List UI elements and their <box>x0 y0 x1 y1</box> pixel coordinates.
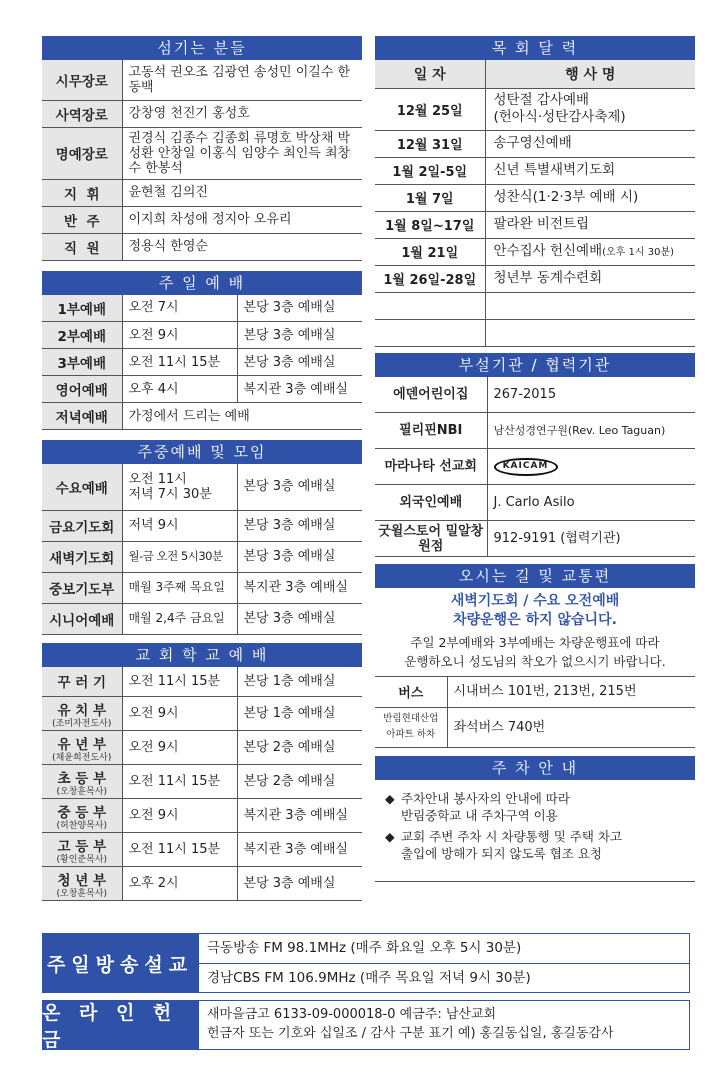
calendar-date: 1월 26일-28일 <box>375 265 485 292</box>
worship-label: 수요예배 <box>42 464 122 510</box>
school-dept-label <box>42 799 122 833</box>
dept-name: 청 년 부 <box>57 872 107 889</box>
calendar-date: 1월 2일-5일 <box>375 157 485 184</box>
worship-evening: 가정에서 드리는 예배 <box>122 403 362 430</box>
dept-name: 초 등 부 <box>57 770 107 787</box>
bus-table <box>375 677 695 748</box>
calendar-empty-event <box>485 292 695 319</box>
calendar-event <box>485 88 695 130</box>
calendar-date: 1월 21일 <box>375 238 485 265</box>
calendar-event: 송구영신예배 <box>485 130 695 157</box>
institution-label: 굿윌스토어 밀알창원점 <box>375 521 487 557</box>
dept-pastor: (조미자전도사) <box>52 718 112 729</box>
parking-item <box>385 828 687 862</box>
staff-value: 윤현철 김의진 <box>122 179 362 206</box>
calendar-event: 성찬식(1·2·3부 예배 시) <box>485 184 695 211</box>
dept-name: 유 치 부 <box>57 702 107 719</box>
weekday-title: 주중예배 및 모임 <box>42 440 362 464</box>
worship-time: 오전 11시 15분 <box>122 667 237 697</box>
calendar-empty-event <box>485 319 695 346</box>
worship-time: 오후 2시 <box>122 867 237 901</box>
directions-highlight-1: 새벽기도회 / 수요 오전예배 <box>450 593 620 609</box>
broadcast-box <box>42 933 690 993</box>
worship-time: 오전 7시 <box>122 295 237 322</box>
parking-line: 주차안내 봉사자의 안내에 따라 <box>401 790 570 806</box>
directions-highlight-2: 차량운행은 하지 않습니다. <box>453 612 617 628</box>
wed-time-2: 저녁 7시 30분 <box>128 486 212 502</box>
staff-value: 권경식 김종수 김종회 류명호 박상채 박성환 안창일 이홍식 임양수 최인득 최창수 한봉석 <box>122 127 362 179</box>
staff-value: 강창영 천진기 홍성호 <box>122 100 362 127</box>
dept-name: 유 년 부 <box>57 736 107 753</box>
calendar-date: 12월 25일 <box>375 88 485 130</box>
dept-name: 꾸 러 기 <box>57 675 107 692</box>
worship-place: 본당 3층 예배실 <box>237 295 362 322</box>
broadcast-line-1: 극동방송 FM 98.1MHz (매주 화요일 오후 5시 30분) <box>207 940 522 956</box>
dept-pastor: (채윤희전도사) <box>52 752 112 763</box>
worship-label: 2부예배 <box>42 322 122 349</box>
calendar-empty-date <box>375 319 485 346</box>
worship-place: 본당 3층 예배실 <box>237 322 362 349</box>
worship-place: 본당 3층 예배실 <box>237 541 362 572</box>
parking-title: 주 차 안 내 <box>375 756 695 780</box>
broadcast-label: 주일방송설교 <box>42 933 198 993</box>
school-dept-label <box>42 697 122 731</box>
school-dept-label <box>42 667 122 697</box>
institution-label: 외국인예배 <box>375 485 487 521</box>
staff-value: 정용식 한영순 <box>122 233 362 260</box>
worship-place: 본당 3층 예배실 <box>237 867 362 901</box>
calendar-title: 목 회 달 력 <box>375 36 695 60</box>
calendar-date: 1월 7일 <box>375 184 485 211</box>
worship-place: 복지관 3층 예배실 <box>237 376 362 403</box>
parking-item <box>385 790 687 824</box>
staff-title: 섬기는 분들 <box>42 36 362 60</box>
bus-stop-1: 반림현대산업 <box>383 713 439 724</box>
bus-line-1: 시내버스 101번, 213번, 215번 <box>447 677 695 707</box>
calendar-event: 청년부 동계수련회 <box>485 265 695 292</box>
worship-time: 매월 2,4주 금요일 <box>122 603 237 634</box>
staff-label: 사역장로 <box>42 100 122 127</box>
bus-line-2: 좌석버스 740번 <box>447 707 695 747</box>
worship-place: 본당 2층 예배실 <box>237 765 362 799</box>
calendar-head-event: 행 사 명 <box>485 60 695 88</box>
worship-place: 본당 3층 예배실 <box>237 603 362 634</box>
worship-label: 중보기도부 <box>42 572 122 603</box>
parking-body <box>375 780 695 882</box>
worship-time: 오전 9시 <box>122 731 237 765</box>
worship-place: 본당 1층 예배실 <box>237 697 362 731</box>
institutions-table <box>375 377 695 558</box>
worship-time: 오전 9시 <box>122 799 237 833</box>
diamond-bullet-icon: ◆ <box>385 828 395 844</box>
dept-pastor: (오창훈목사) <box>56 888 107 899</box>
staff-label: 반 주 <box>42 206 122 233</box>
institution-label: 마라나타 선교회 <box>375 449 487 485</box>
calendar-event: 신년 특별새벽기도회 <box>485 157 695 184</box>
offering-line-1: 새마을금고 6133-09-000018-0 예금주: 남산교회 <box>207 1007 497 1022</box>
directions-text-2: 운행하오니 성도님의 착오가 없으시기 바랍니다. <box>404 654 666 669</box>
event-detail: (헌아식·성탄감사축제) <box>493 109 626 125</box>
parking-line: 교회 주변 주차 시 차량통행 및 주택 차고 <box>401 828 623 844</box>
school-dept-label <box>42 867 122 901</box>
dept-name: 중 등 부 <box>57 804 107 821</box>
offering-body <box>198 1000 690 1050</box>
parking-line: 출입에 방해가 되지 않도록 협조 요청 <box>401 845 602 861</box>
calendar-head-date: 일 자 <box>375 60 485 88</box>
event-name: 성탄절 감사예배 <box>493 92 590 108</box>
wed-time-1: 오전 11시 <box>128 471 187 487</box>
worship-place: 복지관 3층 예배실 <box>237 799 362 833</box>
institution-label: 에덴어린이집 <box>375 377 487 413</box>
staff-value: 이지희 차성애 정지아 오유리 <box>122 206 362 233</box>
calendar-table <box>375 60 695 347</box>
institution-label: 필리핀NBI <box>375 413 487 449</box>
institution-value: 912-9191 (협력기관) <box>487 521 695 557</box>
staff-label: 명예장로 <box>42 127 122 179</box>
institution-value: 남산성경연구원(Rev. Leo Taguan) <box>487 413 695 449</box>
worship-time: 저녁 9시 <box>122 510 237 541</box>
staff-table <box>42 60 362 261</box>
offering-line-2: 헌금자 또는 기호와 십일조 / 감사 구분 표기 예) 홍길동십일, 홍길동감사 <box>207 1026 614 1041</box>
calendar-date: 1월 8일~17일 <box>375 211 485 238</box>
broadcast-body <box>198 933 690 993</box>
directions-title: 오시는 길 및 교통편 <box>375 564 695 588</box>
worship-time: 오전 11시 15분 <box>122 833 237 867</box>
worship-time: 매월 3주째 목요일 <box>122 572 237 603</box>
worship-time: 오후 4시 <box>122 376 237 403</box>
worship-label: 시니어예배 <box>42 603 122 634</box>
dept-name: 고 등 부 <box>57 838 107 855</box>
dept-pastor: (황인준목사) <box>56 854 107 865</box>
directions-body <box>375 588 695 671</box>
worship-place: 본당 2층 예배실 <box>237 731 362 765</box>
worship-place: 본당 3층 예배실 <box>237 464 362 510</box>
institution-value: J. Carlo Asilo <box>487 485 695 521</box>
worship-place: 본당 3층 예배실 <box>237 510 362 541</box>
dept-pastor: (오창훈목사) <box>56 786 107 797</box>
worship-place: 복지관 3층 예배실 <box>237 833 362 867</box>
worship-label: 금요기도회 <box>42 510 122 541</box>
directions-text-1: 주일 2부예배와 3부예배는 차량운행표에 따라 <box>410 635 660 650</box>
school-dept-label <box>42 731 122 765</box>
school-dept-label <box>42 765 122 799</box>
dept-pastor: (허찬양목사) <box>56 820 107 831</box>
worship-label: 3부예배 <box>42 349 122 376</box>
worship-place: 복지관 3층 예배실 <box>237 572 362 603</box>
staff-label: 시무장로 <box>42 60 122 100</box>
bus-label: 버스 <box>375 677 447 707</box>
bus-stop-2: 아파트 하차 <box>386 729 436 740</box>
parking-line: 반림중학교 내 주차구역 이용 <box>401 807 558 823</box>
worship-time <box>122 464 237 510</box>
broadcast-line-2: 경남CBS FM 106.9MHz (매주 목요일 저녁 9시 30분) <box>199 963 689 992</box>
offering-label: 온 라 인 헌 금 <box>42 1000 198 1050</box>
institution-value: 267-2015 <box>487 377 695 413</box>
bus-stop <box>375 707 447 747</box>
worship-label: 새벽기도회 <box>42 541 122 572</box>
worship-label: 1부예배 <box>42 295 122 322</box>
event-name: 안수집사 헌신예배 <box>493 242 603 259</box>
offering-box <box>42 1000 690 1050</box>
calendar-event: 팔라완 비전트립 <box>485 211 695 238</box>
school-title: 교 회 학 교 예 배 <box>42 643 362 667</box>
kaicam-logo: KAICAM <box>494 458 558 476</box>
worship-place: 본당 1층 예배실 <box>237 667 362 697</box>
worship-time: 오전 9시 <box>122 322 237 349</box>
staff-label: 직 원 <box>42 233 122 260</box>
worship-time: 월-금 오전 5시30분 <box>122 541 237 572</box>
staff-value: 고동석 권오조 김광연 송성민 이길수 한동백 <box>122 60 362 100</box>
worship-label: 영어예배 <box>42 376 122 403</box>
calendar-event <box>485 238 695 265</box>
worship-place: 본당 3층 예배실 <box>237 349 362 376</box>
school-table <box>42 667 362 902</box>
school-dept-label <box>42 833 122 867</box>
worship-time: 오전 11시 15분 <box>122 765 237 799</box>
diamond-bullet-icon: ◆ <box>385 790 395 806</box>
calendar-date: 12월 31일 <box>375 130 485 157</box>
calendar-empty-date <box>375 292 485 319</box>
worship-time: 오전 9시 <box>122 697 237 731</box>
event-note: (오후 1시 30분) <box>602 246 675 258</box>
institutions-title: 부설기관 / 협력기관 <box>375 353 695 377</box>
worship-label: 저녁예배 <box>42 403 122 430</box>
staff-label: 지 휘 <box>42 179 122 206</box>
sunday-table <box>42 295 362 431</box>
institution-logo-cell <box>487 449 695 485</box>
sunday-title: 주 일 예 배 <box>42 271 362 295</box>
worship-time: 오전 11시 15분 <box>122 349 237 376</box>
weekday-table <box>42 464 362 635</box>
